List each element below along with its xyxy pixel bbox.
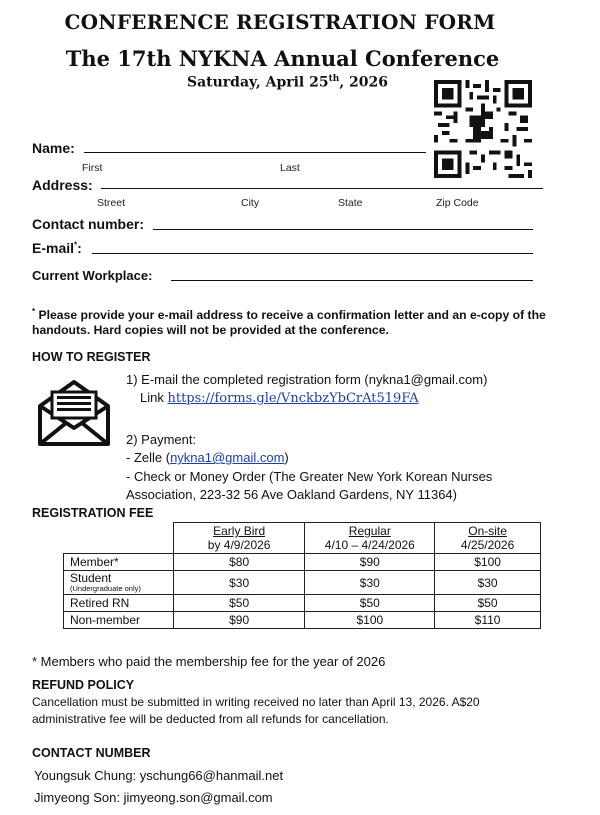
row-label-text: Student <box>70 571 112 585</box>
email-label <box>32 240 82 256</box>
zelle-prefix: - Zelle ( <box>126 450 171 465</box>
email-label-text: E-mail <box>32 240 75 256</box>
fee-cell: $90 <box>305 554 435 571</box>
row-label: Retired RN <box>64 595 174 612</box>
fee-cell: $110 <box>435 612 541 629</box>
col-name: On-site <box>468 524 507 538</box>
email-field-line[interactable] <box>92 253 533 254</box>
col-date: 4/10 – 4/24/2026 <box>324 538 415 552</box>
name-label: Name: <box>32 140 75 156</box>
link-prefix: Link <box>140 390 164 405</box>
check-line-1: - Check or Money Order (The Greater New York Korean Nurses <box>126 469 493 484</box>
how-to-register-heading: HOW TO REGISTER <box>32 350 151 364</box>
address-field-line[interactable] <box>101 188 543 189</box>
registration-fee-table <box>63 522 541 629</box>
col-early-bird <box>173 523 305 554</box>
envelope-letter-icon <box>36 376 112 448</box>
row-label-note: (Undergraduate only) <box>70 584 141 593</box>
street-label: Street <box>97 197 126 209</box>
contact-person-2: Jimyeong Son: jimyeong.son@gmail.com <box>34 790 273 805</box>
email-note <box>32 304 562 338</box>
table-row <box>64 571 541 595</box>
contact-person-1: Youngsuk Chung: yschung66@hanmail.net <box>34 768 284 783</box>
refund-policy-text: Cancellation must be submitted in writing received no later than April 13, 2026. A$20 administrative fee will be deducted from all refunds for cancellation. <box>32 695 480 726</box>
zelle-suffix: ) <box>284 450 289 465</box>
first-name-label: First <box>82 162 103 174</box>
contact-number-heading: CONTACT NUMBER <box>32 746 151 760</box>
workplace-field-line[interactable] <box>171 280 533 281</box>
name-field-line[interactable] <box>84 152 426 153</box>
fee-header-row <box>64 523 541 554</box>
fee-cell: $30 <box>435 571 541 595</box>
qr-code-icon[interactable] <box>434 80 532 178</box>
google-form-link-row <box>140 388 419 408</box>
col-name: Early Bird <box>213 524 266 538</box>
registration-fee-heading: REGISTRATION FEE <box>32 506 154 520</box>
google-form-link[interactable]: https://forms.gle/VnckbzYbCrAt519FA <box>167 391 419 406</box>
refund-policy-heading: REFUND POLICY <box>32 678 135 692</box>
fee-cell: $50 <box>305 595 435 612</box>
fee-cell: $100 <box>435 554 541 571</box>
zelle-line <box>126 448 289 467</box>
fee-cell: $80 <box>173 554 305 571</box>
address-label: Address: <box>32 177 93 193</box>
state-label: State <box>338 197 363 209</box>
col-regular <box>305 523 435 554</box>
fee-cell: $100 <box>305 612 435 629</box>
col-date: by 4/9/2026 <box>207 538 271 552</box>
contact-number-field-line[interactable] <box>153 229 533 230</box>
note-asterisk: * <box>32 307 36 316</box>
fee-cell: $90 <box>173 612 305 629</box>
fee-cell: $50 <box>173 595 305 612</box>
col-name: Regular <box>348 524 391 538</box>
form-title: CONFERENCE REGISTRATION FORM <box>64 10 496 34</box>
fee-header-blank <box>64 523 174 554</box>
date-year: , 2026 <box>339 74 389 91</box>
fee-cell: $30 <box>305 571 435 595</box>
row-label: Non-member <box>64 612 174 629</box>
col-date: 4/25/2026 <box>460 538 515 552</box>
row-label <box>64 571 174 595</box>
date-suffix: th <box>328 74 340 84</box>
step2-payment: 2) Payment: <box>126 432 197 447</box>
zelle-email-link[interactable]: nykna1@gmail.com <box>170 450 285 465</box>
email-asterisk: * <box>74 240 78 250</box>
table-row <box>64 595 541 612</box>
row-label: Member* <box>64 554 174 571</box>
workplace-label: Current Workplace: <box>32 268 153 283</box>
step1-email-form: 1) E-mail the completed registration form (nykna1@gmail.com) <box>126 372 488 387</box>
zip-code-label: Zip Code <box>436 197 479 209</box>
check-line-2: Association, 223-32 56 Ave Oakland Gardens, NY 11364) <box>126 487 457 502</box>
conference-title: The 17th NYKNA Annual Conference <box>65 46 500 71</box>
member-footnote: * Members who paid the membership fee for the year of 2026 <box>32 654 386 669</box>
table-row <box>64 612 541 629</box>
col-on-site <box>435 523 541 554</box>
table-row <box>64 554 541 571</box>
fee-cell: $50 <box>435 595 541 612</box>
city-label: City <box>241 197 260 209</box>
last-name-label: Last <box>280 162 300 174</box>
contact-number-label: Contact number: <box>32 216 144 232</box>
fee-cell: $30 <box>173 571 305 595</box>
note-text: Please provide your e-mail address to receive a confirmation letter and an e-copy of the handouts. Hard copies will not be provided at the conference. <box>32 308 546 338</box>
date-prefix: Saturday, April 25 <box>186 74 329 91</box>
email-colon: : <box>77 240 82 256</box>
